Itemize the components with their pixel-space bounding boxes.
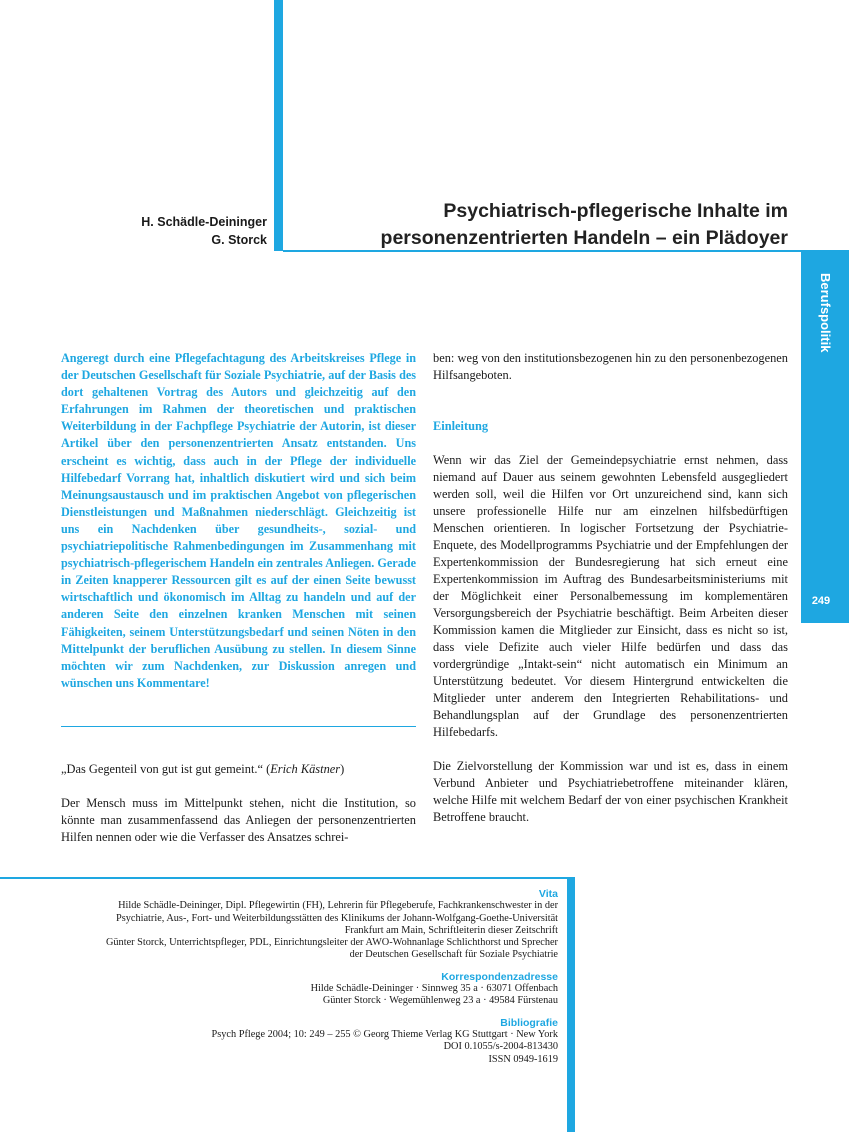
body-paragraph-continuation: ben: weg von den institutionsbezogenen hin zu den personenbezogenen Hilfsangeboten. (433, 351, 788, 382)
section-label: Berufspolitik (818, 273, 833, 353)
body-paragraph-1: Wenn wir das Ziel der Gemeindepsychiatrie ernst nehmen, dass niemand auf Dauer aus seinem gewohnten Lebensfeld ausgegliedert werden soll, weil die Hilfen vor Ort unzureichend sind, kann sich unsere professionelle Hilfe nur am einzelnen hilfsbedürftigen Menschen orientieren. In logischer Fortsetzung der Psychiatrie-Enquete, des Modellprogramms Psychiatrie und der Empfehlungen der Expertenkommission der Bundesregierung hat sich erneut eine Expertenkommission im Auftrag des Bundesarbeitsministeriums mit der Möglichkeit einer Personalbemessung im komplementären Versorgungsbereich der Psychiatrie beschäftigt. Beim Arbeiten dieser Kommission kamen die Mitglieder zur Einsicht, dass es nicht so ist, dass viele Defizite auch vieler Hilfe bedürfen und dass das vordergründige „Intakt-sein“ nicht automatisch ein Minimum an Unterstützung bedeutet. Vor diesem Hintergrund entwickelten die Mitglieder unter anderem den Integrierten Rehabilitations- und Behandlungsplan auf der Grundlage des personenzentrierten Hilfebedarfs. (433, 453, 788, 739)
abstract (61, 350, 416, 692)
vita-line: Hilde Schädle-Deininger, Dipl. Pflegewirtin (FH), Lehrerin für Pflegeberufe, Fachkrankenschwester in der (118, 900, 558, 912)
bibliography-line: ISSN 0949-1619 (488, 1053, 558, 1065)
article-footer (40, 888, 558, 1066)
page-number: 249 (811, 595, 831, 607)
authors (141, 213, 267, 249)
vita-line: Frankfurt am Main, Schriftleiterin dieser Zeitschrift (344, 924, 558, 936)
vita-heading: Vita (538, 888, 558, 900)
epigraph (61, 761, 416, 778)
bibliography-heading: Bibliografie (500, 1016, 558, 1029)
correspondence-heading: Korrespondenzadresse (441, 970, 558, 983)
footer-horizontal-rule (0, 877, 575, 879)
right-column (433, 350, 788, 826)
epigraph-close: ) (340, 762, 345, 776)
bibliography-line: Psych Pflege 2004; 10: 249 – 255 © Georg Thieme Verlag KG Stuttgart · New York (211, 1028, 558, 1040)
header-vertical-rule (274, 0, 283, 251)
abstract-text: Angeregt durch eine Pflegefachtagung des Arbeitskreises Pflege in der Deutschen Gesellschaft für Soziale Psychiatrie, auf der Basis des dort gehaltenen Vortrag des Autors und gleichzeitig auf den Erfahrungen im Rahmen der theoretischen und praktischen Weiterbildung in der Fachpflege Psychiatrie der Autorin, ist dieser Artikel über den personenzentrierten Ansatz entstanden. Uns erscheint es wichtig, dass auch in der Pflege der individuelle Hilfebedarf Vorrang hat, inhaltlich diskutiert wird und sich beim Meinungsaustausch und im praktischen Angebot von pflegerischen Dienstleistungen und Maßnahmen niederschlägt. Gleichzeitig ist uns ein Nachdenken über gesundheits-, sozial- und psychiatriepolitische Rahmenbedingungen im Zusammenhang mit psychiatrisch-pflegerischem Handeln ein zentrales Anliegen. Gerade in Zeiten knapperer Ressourcen gilt es auf der einen Seite bewusst wirtschaftlich und ökonomisch im Alltag zu handeln und auf der anderen Seite den einzelnen kranken Menschen mit seinen Fähigkeiten, seinem Unterstützungsbedarf und seinen Nöten in den Mittelpunkt der beruflichen Ausübung zu stellen. In diesem Sinne möchten wir zum Nachdenken, zur Diskussion anregen und wünschen uns Kommentare! (61, 351, 416, 690)
title-line-2: personenzentrierten Handeln – ein Plädoyer (380, 227, 788, 249)
abstract-divider (61, 726, 416, 727)
body-paragraph-2: Die Zielvorstellung der Kommission war und ist es, dass in einem Verbund Anbieter und Psychiatriebetroffene miteinander klären, welche Hilfe mit welchem Bedarf der von einer psychischen Krankheit Betroffene braucht. (433, 759, 788, 824)
vita-line: Günter Storck, Unterrichtspfleger, PDL, Einrichtungsleiter der AWO-Wohnanlage Schlichthorst und Sprecher (105, 937, 558, 949)
vita-line: Psychiatrie, Aus-, Fort- und Weiterbildungsstätten des Klinikums der Johann-Wolfgang-Goethe-Universität (116, 912, 558, 924)
correspondence-line: Hilde Schädle-Deininger · Sinnweg 35 a · 63071 Offenbach (310, 983, 558, 995)
vita-line: der Deutschen Gesellschaft für Soziale Psychiatrie (349, 949, 558, 961)
correspondence-line: Günter Storck · Wegemühlenweg 23 a · 49584 Fürstenau (322, 995, 558, 1007)
footer-vertical-rule (567, 877, 575, 1132)
epigraph-author: Erich Kästner (270, 762, 341, 776)
section-heading-einleitung: Einleitung (433, 419, 489, 433)
title-line-1: Psychiatrisch-pflegerische Inhalte im (443, 200, 788, 222)
left-column (61, 761, 416, 846)
author-2: G. Storck (211, 233, 267, 247)
author-1: H. Schädle-Deininger (141, 215, 267, 229)
epigraph-text: „Das Gegenteil von gut ist gut gemeint.“ ( (61, 762, 271, 776)
body-paragraph-intro: Der Mensch muss im Mittelpunkt stehen, nicht die Institution, so könnte man zusammenfassend das Anliegen der personenzentrierten Hilfen nennen oder wie die Verfasser des Ansatzes schrei- (61, 796, 416, 844)
bibliography-line: DOI 0.1055/s-2004-813430 (443, 1041, 558, 1053)
article-title (300, 198, 788, 252)
